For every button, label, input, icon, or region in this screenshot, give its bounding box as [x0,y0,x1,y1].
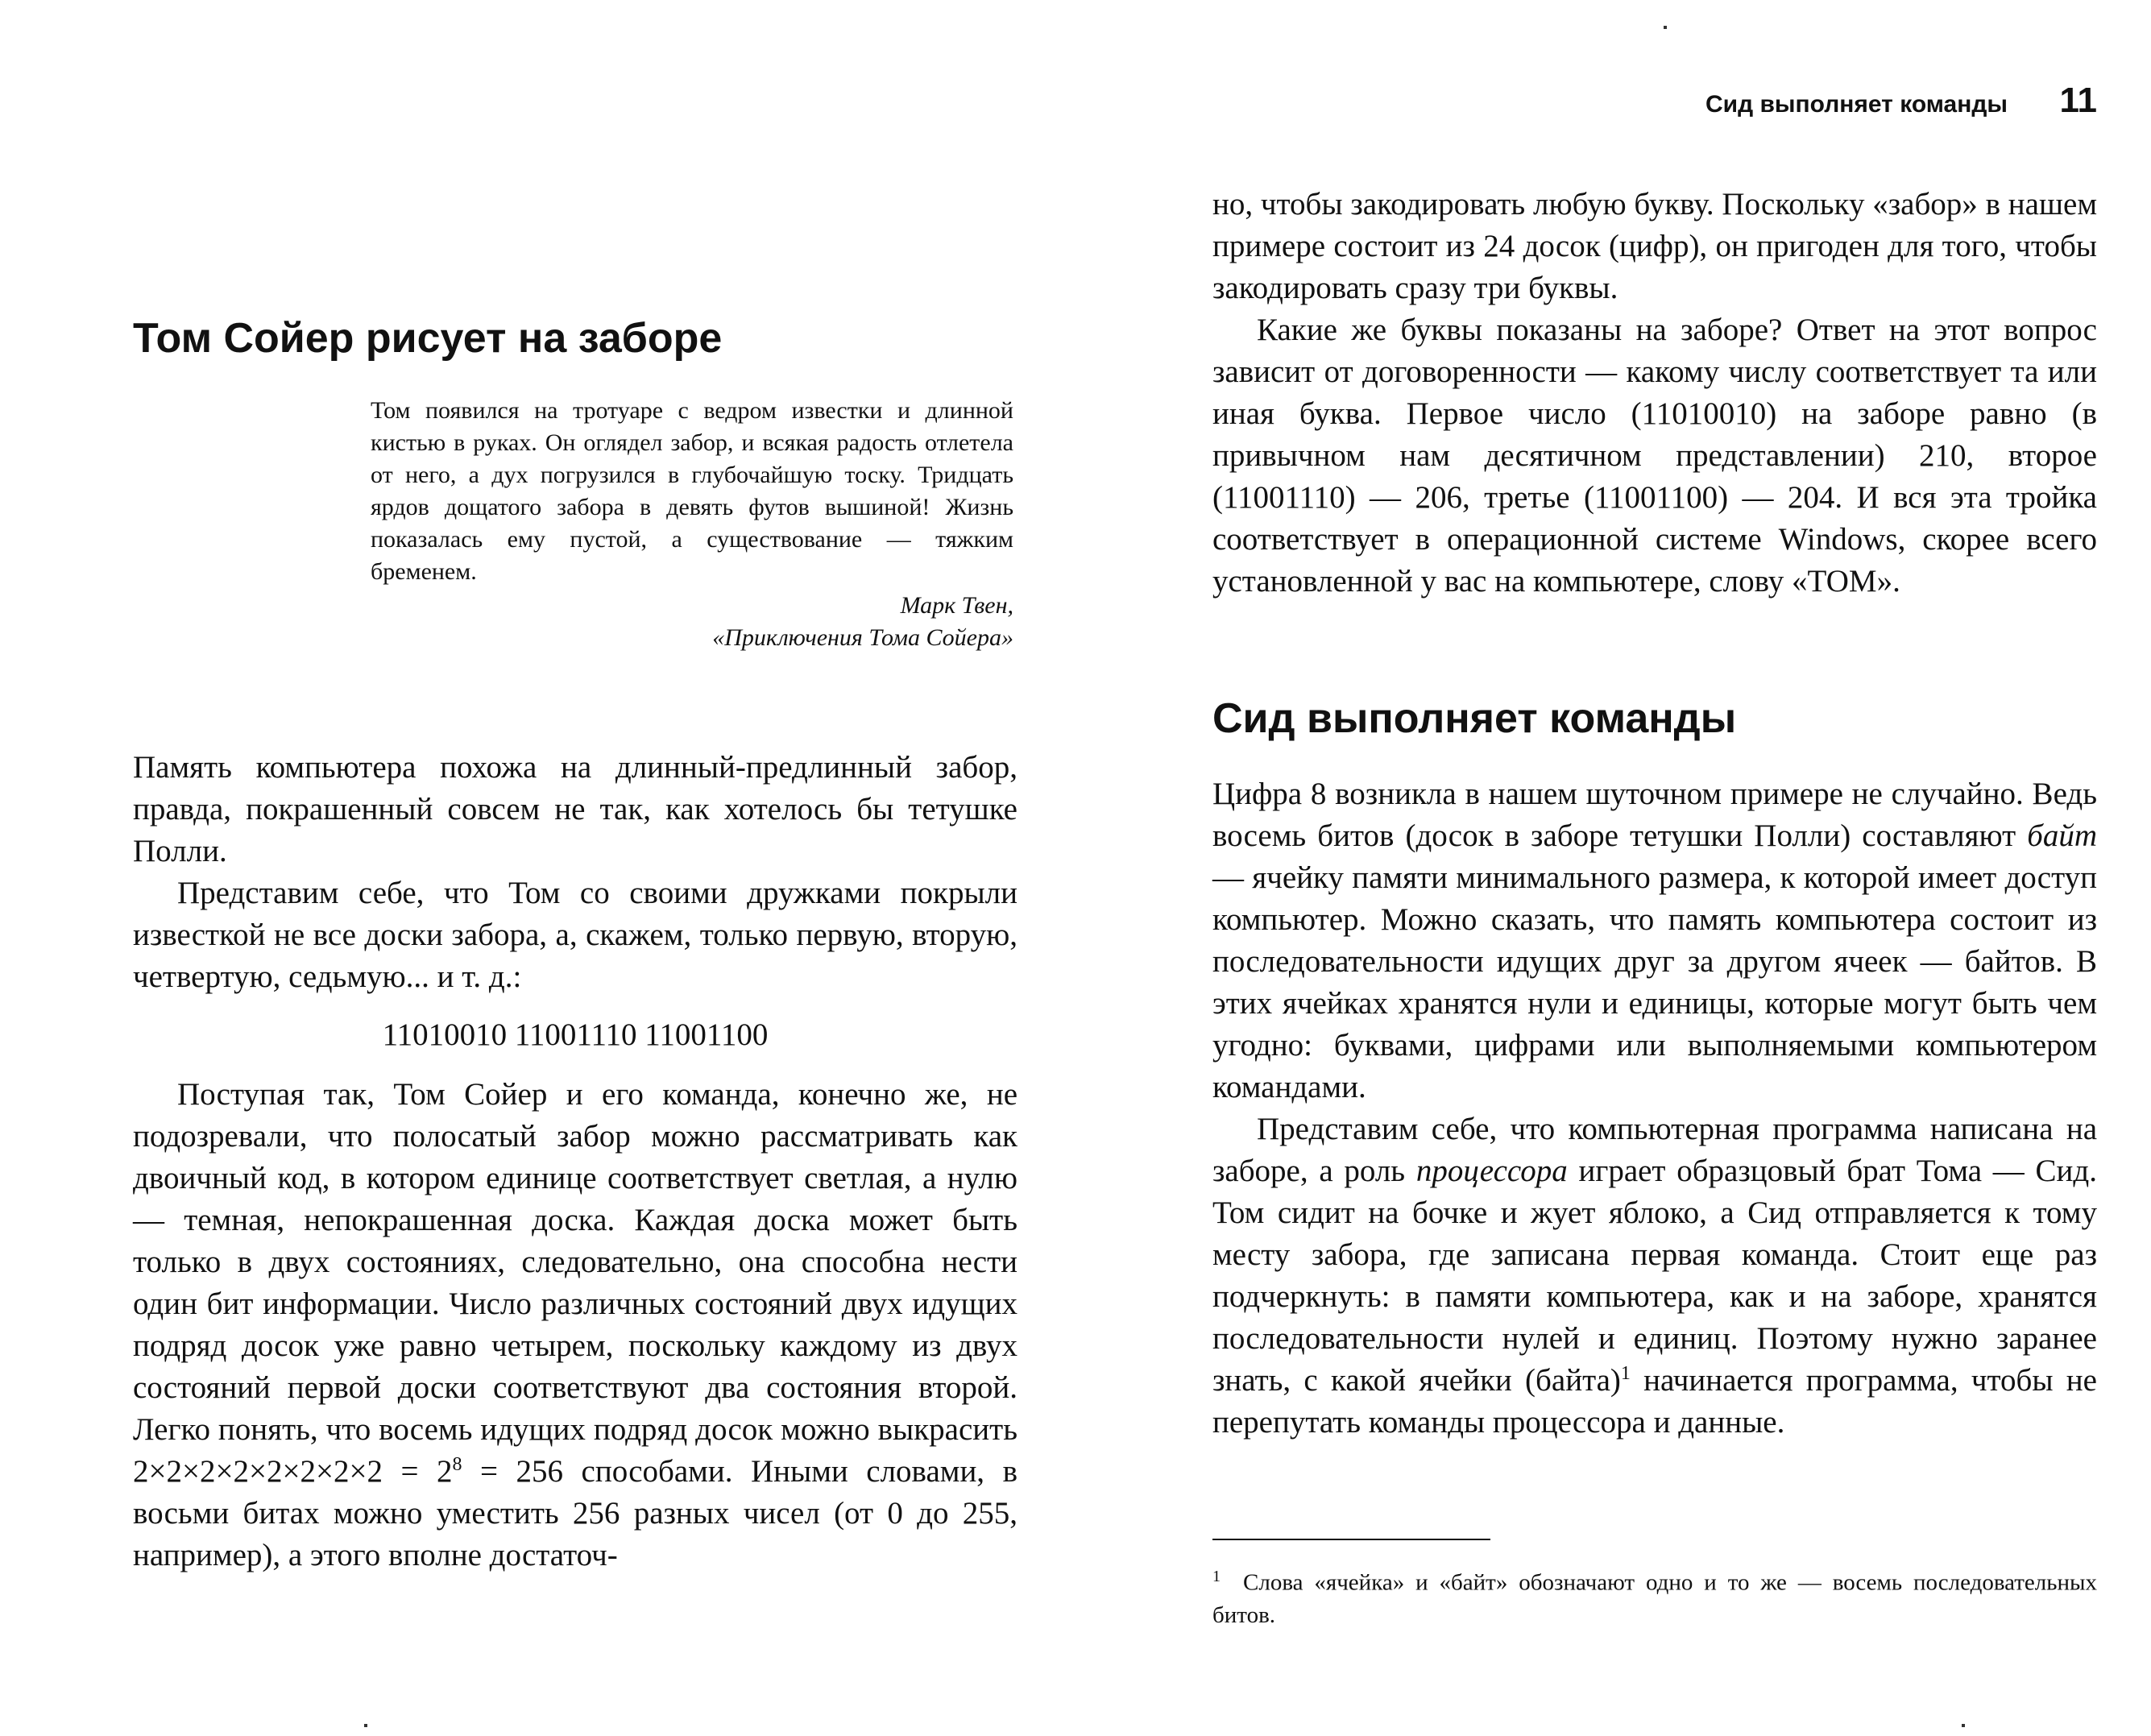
footnote [1212,1560,2097,1631]
term-processor: процессора [1415,1154,1568,1188]
scan-speck [364,1724,367,1727]
paragraph: но, чтобы закодировать любую букву. Поскольку «забор» в нашем примере состоит из 24 досок (цифр), он пригоден для того, чтобы закодировать сразу три буквы. [1212,187,2097,305]
footnote-mark: 1 [1212,1568,1221,1585]
left-column-text [133,747,1017,1576]
epigraph-source: «Приключения Тома Сойера» [712,624,1013,651]
epigraph-author: Марк Твен, [900,592,1013,619]
superscript: 8 [452,1454,462,1475]
paragraph: Представим себе, что Том со своими дружками покрыли известкой не все доски забора, а, скажем, только первую, вторую, четвертую, седьмую... и т. д.: [133,876,1017,994]
paragraph: Представим себе, что компьютерная программа написана на заборе, а роль процессора играет образцовый брат Тома — Сид. Том сидит на бочке и жует яблоко, а Сид отправляется к тому месту забора, где записана первая команда. Стоит еще раз подчеркнуть: в памяти компьютера, как и на заборе, хранятся последовательности нулей и единиц. Поэтому нужно заранее знать, с какой ячейки (байта)$^1$ начинается программа, чтобы не перепутать команды процессора и данные. [1212,1112,2097,1440]
footnote-rule [1212,1539,1490,1540]
paragraph: Поступая так, Том Сойер и его команда, конечно же, не подозревали, что полосатый забор можно рассматривать как двоичный код, в котором единице соответствует светлая, а нулю — темная, непокрашенная доска. Каждая доска может быть только в двух состояниях, следовательно, она способна нести один бит информации. Число различных состояний двух идущих подряд досок уже равно четырем, поскольку каждому из двух состояний первой доски соответствуют два состояния второй. Легко понять, что восемь идущих подряд досок можно выкрасить $2\times 2\times 2\times 2\times 2\times 2\times 2\times 2 = 2^8 = 256$ способами. Иными словами, в восьми битах можно уместить 256 разных чисел (от 0 до 255, например), а этого вполне достаточ- [133,1077,1017,1572]
paragraph: Память компьютера похожа на длинный-предлинный забор, правда, покрашенный совсем не так, как хотелось бы тетушке Полли. [133,750,1017,868]
paragraph: Какие же буквы показаны на заборе? Ответ на этот вопрос зависит от договоренности — какому числу соответствует та или иная буква. Первое число (11010010) на заборе равно (в привычном нам десятичном представлении) 210, второе (11001110) — 206, третье (11001100) — 204. И вся эта тройка соответствует в операционной системе Windows, скорее всего установленной у вас на компьютере, слову «ТОМ». [1212,313,2097,599]
scan-speck [1664,26,1667,29]
right-column-text [1212,773,2097,1444]
epigraph [371,395,1013,654]
scan-speck [1962,1724,1965,1727]
footnote-reference: 1 [1620,1363,1631,1384]
epigraph-text: Том появился на тротуаре с ведром известки и длинной кистью в руках. Он оглядел забор, и всякая радость отлетела от него, а дух погрузился в глубочайшую тоску. Тридцать ярдов дощатого забора в девять футов вышиной! Жизнь показалась ему пустой, а существование — тяжким бременем. [371,397,1013,585]
section-heading-tom-sawyer: Том Сойер рисует на заборе [133,315,723,362]
footnote-text: Слова «ячейка» и «байт» обозначают одно и то же — восемь последовательных битов. [1212,1569,2097,1628]
term-byte: байт [2027,818,2097,853]
running-head [1212,81,2097,121]
running-head-title: Сид выполняет команды [1705,91,2008,118]
paragraph: Цифра 8 возникла в нашем шуточном примере не случайно. Ведь восемь битов (досок в заборе тетушки Полли) составляют байт — ячейку памяти минимального размера, к которой имеет доступ компьютер. Можно сказать, что память компьютера состоит из последовательности идущих друг за другом ячеек — байтов. В этих ячейках хранятся нули и единицы, которые могут быть чем угодно: буквами, цифрами или выполняемыми компьютером командами. [1212,777,2097,1104]
binary-code-line: 11010010 11001110 11001100 [382,1017,769,1052]
section-heading-sid: Сид выполняет команды [1212,695,1737,742]
page-number: 11 [2059,81,2097,120]
right-column-top-text [1212,184,2097,603]
